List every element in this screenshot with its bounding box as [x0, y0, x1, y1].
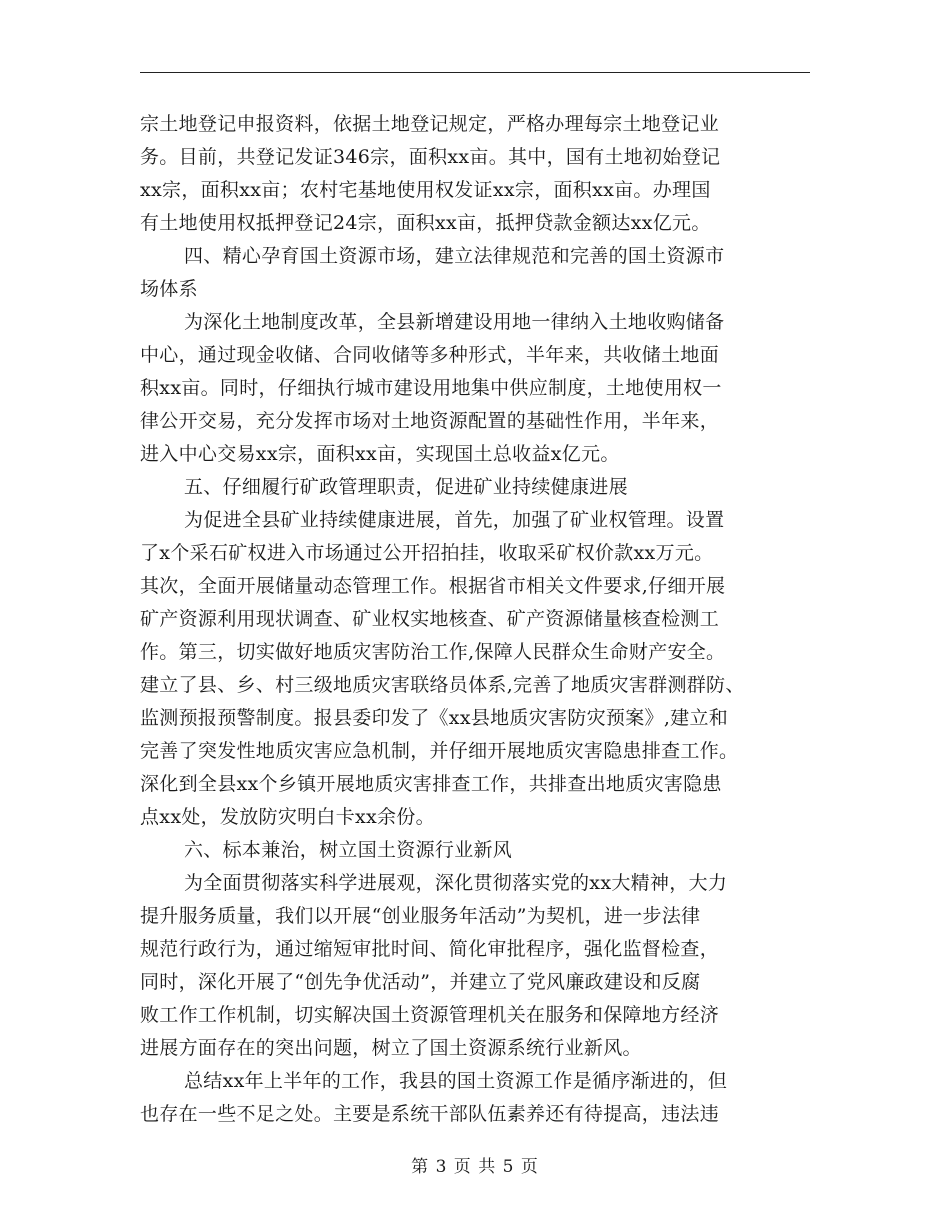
document-body [140, 108, 820, 1131]
text-line: 作。第三，切实做好地质灾害防治工作,保障人民群众生命财产安全。 [140, 641, 726, 663]
text-line: 为全面贯彻落实科学进展观，深化贯彻落实党的xx大精神，大力 [184, 872, 728, 894]
text-line: xx宗，面积xx亩；农村宅基地使用权发证xx宗，面积xx亩。办理国 [140, 179, 711, 201]
text-line: 也存在一些不足之处。主要是系统干部队伍素养还有待提高，违法违 [140, 1103, 720, 1125]
text-line: 完善了突发性地质灾害应急机制，并仔细开展地质灾害隐患排查工作。 [140, 740, 739, 762]
text-line: 了x个采石矿权进入市场通过公开招拍挂，收取采矿权价款xx万元。 [140, 542, 714, 564]
text-line: 深化到全县xx个乡镇开展地质灾害排查工作，共排查出地质灾害隐患 [140, 773, 722, 795]
text-line: 建立了县、乡、村三级地质灾害联络员体系,完善了地质灾害群测群防、 [140, 674, 745, 696]
text-line: 宗土地登记申报资料，依据土地登记规定，严格办理每宗土地登记业 [140, 113, 720, 135]
text-line: 积xx亩。同时，仔细执行城市建设用地集中供应制度，土地使用权一 [140, 377, 722, 399]
text-line: 务。目前，共登记发证346宗，面积xx亩。其中，国有土地初始登记 [140, 146, 721, 168]
text-line: 进展方面存在的突出问题，树立了国土资源系统行业新风。 [140, 1037, 642, 1059]
text-line: 进入中心交易xx宗，面积xx亩，实现国土总收益x亿元。 [140, 443, 620, 465]
header-rule [140, 72, 810, 73]
text-line: 点xx处，发放防灾明白卡xx余份。 [140, 806, 435, 828]
text-line: 中心，通过现金收储、合同收储等多种形式，半年来，共收储土地面 [140, 344, 720, 366]
text-line: 矿产资源利用现状调查、矿业权实地核查、矿产资源储量核查检测工 [140, 608, 720, 630]
text-line: 同时，深化开展了“创先争优活动”，并建立了党风廉政建设和反腐 [140, 971, 701, 993]
text-line: 总结xx年上半年的工作，我县的国土资源工作是循序渐进的，但 [184, 1070, 728, 1092]
section-heading-5: 五、仔细履行矿政管理职责，促进矿业持续健康进展 [184, 476, 628, 498]
text-line: 规范行政行为，通过缩短审批时间、简化审批程序，强化监督检查， [140, 938, 720, 960]
text-line: 为促进全县矿业持续健康进展，首先，加强了矿业权管理。设置 [184, 509, 725, 531]
text-line: 其次，全面开展储量动态管理工作。根据省市相关文件要求,仔细开展 [140, 575, 726, 597]
text-line: 败工作工作机制，切实解决国土资源管理机关在服务和保障地方经济 [140, 1004, 720, 1026]
text-line: 有土地使用权抵押登记24宗，面积xx亩，抵押贷款金额达xx亿元。 [140, 212, 711, 234]
text-line: 提升服务质量，我们以开展“创业服务年活动”为契机，进一步法律 [140, 905, 701, 927]
section-heading-4-cont: 场体系 [140, 278, 198, 300]
text-line: 律公开交易，充分发挥市场对土地资源配置的基础性作用，半年来， [140, 410, 720, 432]
text-line: 为深化土地制度改革，全县新增建设用地一律纳入土地收购储备 [184, 311, 725, 333]
text-line: 监测预报预警制度。报县委印发了《xx县地质灾害防灾预案》,建立和 [140, 707, 729, 729]
section-heading-6: 六、标本兼治，树立国土资源行业新风 [184, 839, 513, 861]
section-heading-4: 四、精心孕育国土资源市场，建立法律规范和完善的国土资源市 [184, 245, 725, 267]
page-number-footer: 第 3 页 共 5 页 [411, 1157, 539, 1177]
